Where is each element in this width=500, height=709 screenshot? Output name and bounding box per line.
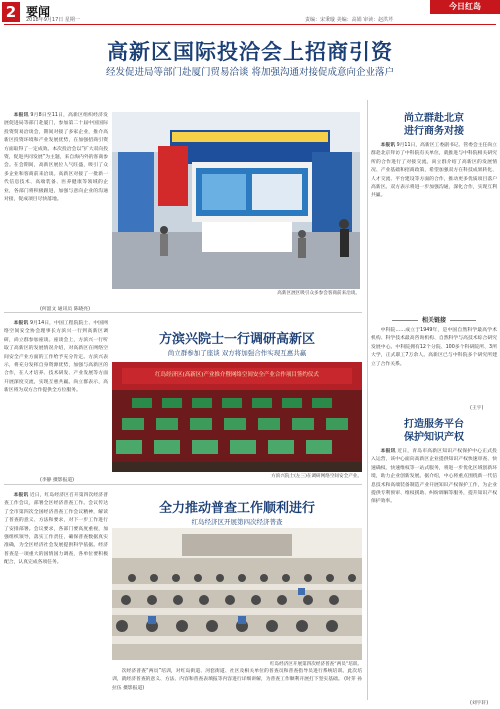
- academician-subheadline: 尚立群参加了座谈 双方将加强合作实现互惠共赢: [167, 349, 307, 357]
- sidebar-headline-3-line2: 保护知识产权: [404, 432, 464, 443]
- related-link-credit: (王宇): [470, 406, 484, 411]
- sidebar-headline-3-line1: 打造服务平台: [404, 419, 464, 430]
- sidebar-article-1-dateline: 本报讯: [380, 143, 396, 148]
- related-link-label: 相关链接: [371, 315, 497, 324]
- page-header: [0, 0, 500, 24]
- related-link-body: [371, 327, 497, 407]
- lead-article-body: [4, 112, 108, 302]
- academician-photo-caption: 方滨兴院士(左三)在调研网络空间安全产业。: [271, 474, 362, 479]
- section-name: 要闻: [26, 5, 51, 19]
- lead-photo-expo-booth: [112, 112, 360, 289]
- lead-headline: 高新区国际投洽会上招商引资: [107, 40, 393, 64]
- census-photo-caption: 红岛经济区开展第四次经济普查“两员”培训。: [269, 662, 362, 667]
- census-article-credit: (时芽 孙拉伍 摄影报道): [112, 677, 362, 691]
- census-headline: 全力推动普查工作顺利进行: [158, 501, 315, 516]
- census-article-continued-text: 次经济普查“两员”培训，对红岛街道、河套街道、社区及相关单位的普查员和普查指导员进行系统培训。此次培训，就经济普查的意义、方法、内容和普查表填报等内容进行详细讲解，为普查工作顺利开展打下坚实基础。: [112, 669, 362, 683]
- section-divider-2: [4, 484, 362, 485]
- census-article-continued: [112, 668, 362, 704]
- census-photo-training: [112, 528, 362, 660]
- academician-photo-meeting-hall: [112, 362, 362, 472]
- lead-subheadline: 经发促进局等部门赴厦门贸易洽谈 将加强沟通对接促成意向企业落户: [105, 67, 395, 78]
- census-article-dateline: 本报讯: [13, 493, 29, 498]
- sidebar-article-3-body: [371, 448, 497, 698]
- editor-credits: 责编：宋秉璇 美编：高娟 审读：赵洪芹: [305, 17, 394, 23]
- related-link-text: 中科院……成立于1949年，是中国自然科学最高学术机构、科学技术最高咨询机构、自然科学与高技术综合研究发展中心。中科院拥有12个分院、100多个科研院所、3所大学，正式职工7万余人。高新区已与中科院多个研究所建立了合作关系。: [371, 328, 497, 367]
- census-subheadline: 红岛经济区开展第四次经济普查: [191, 518, 283, 526]
- right-column-divider: [367, 100, 368, 700]
- sidebar-article-1-text: 9月11日，高新区工委副书记、管委会主任尚立群赴北京拜访了中科院有关单位，就推进与中科院相关研究所的合作进行了对接交流。尚立群介绍了高新区的发展情况、产业基础和招商政策，希望加强双方在科技成果转化、人才交流、平台建设等方面的合作，推动更多优质项目落户高新区。双方表示将进一步加强沟通，深化合作，实现互利共赢。: [371, 143, 497, 199]
- lead-photo-caption: 高新区展区吸引众多参会客商前来洽谈。: [277, 291, 360, 296]
- sidebar-headline-1-line2: 进行商务对接: [404, 126, 464, 137]
- issue-date: 2018年9月17日 星期一: [26, 17, 80, 23]
- sidebar-headline-1: [371, 112, 497, 138]
- academician-article-text: 9月14日，中国工程院院士、中国网络空间安全协会理事长方滨兴一行到高新区调研，尚立群参加座谈。座谈会上，方滨兴一行听取了高新区的发展情况介绍，对高新区在网络空间安全产业方面的工作给予充分肯定。方滨兴表示，将充分发挥自身资源优势，加强与高新区的合作，在人才培养、技术研发、产业发展等方面开展深度交流，实现互惠共赢。尚立群表示，高新区将为双方合作提供全方位服务。: [4, 321, 108, 394]
- lead-article-dateline: 本报讯: [13, 113, 29, 118]
- sidebar-headline-3: [371, 418, 497, 444]
- academician-article-credit: (李静 摄影报道): [40, 478, 75, 483]
- meeting-banner-text: 红岛经济区(高新区)产业推介暨网络空间安全产业合作项目签约仪式: [155, 372, 319, 378]
- sidebar-article-3-credit: (刘宇轩): [470, 701, 489, 706]
- academician-article-body: [4, 320, 108, 478]
- newspaper-brand: 今日红岛: [430, 0, 500, 14]
- section-divider-1: [4, 312, 362, 313]
- census-article-text: 近日，红岛经济区召开第四次经济普查工作会议，部署全区经济普查工作。会议传达了全市第四次全国经济普查工作会议精神，解读了普查的意义、方法和要求，对下一步工作进行了安排部署。会议要求，各部门要高度重视，加强组织领导，落实工作责任，确保普查数据真实准确，为全区经济社会发展提供科学依据。经济普查是一项重大的国情国力调查，各单位要积极配合，认真完成各项任务。: [4, 493, 108, 566]
- sidebar-headline-1-line1: 尚立群赴北京: [404, 113, 464, 124]
- sidebar-article-3-text: 近日，青岛市高新区知识产权保护中心正式投入运营，该中心面向高新区企业提供知识产权快速审查、快速确权、快速维权等一站式服务，将进一步优化区域创新环境，助力企业创新发展。据介绍，中心将重点围绕新一代信息技术和高端装备制造产业开展知识产权保护工作，为企业提供专利预审、维权援助、纠纷调解等服务，提升知识产权保护效率。: [371, 449, 497, 505]
- page-number: 2: [2, 2, 20, 22]
- sidebar-article-3-dateline: 本报讯: [380, 449, 396, 454]
- sidebar-article-1-body: [371, 142, 497, 307]
- lead-article-credit: (何韶文 通讯员 陈晓亮): [40, 307, 90, 312]
- census-article-body: [4, 492, 108, 706]
- academician-article-dateline: 本报讯: [13, 321, 29, 326]
- academician-headline: 方滨兴院士一行调研高新区: [158, 332, 315, 347]
- lead-article-text: 9月8日至11日，高新区组织经济发展促进局等部门赴厦门，参加第二十届中国国际投资贸易洽谈会，期间对接了多家企业，推介高新区投资环境和产业发展优势，在加强招商引资方面取得了一定成效。本次投洽会以“扩大双向投资，促进共同发展”为主题，来自海内外的客商参会。在会期间，高新区展位人气旺盛，吸引了众多企业和客商前来洽谈。高新区对接了一批新一代信息技术、高端装备、医养健康等领域的企业，各部门将积极跟进，加强与意向企业的沟通对接，促成项目尽快落地。: [4, 113, 108, 203]
- header-rule: [4, 24, 496, 25]
